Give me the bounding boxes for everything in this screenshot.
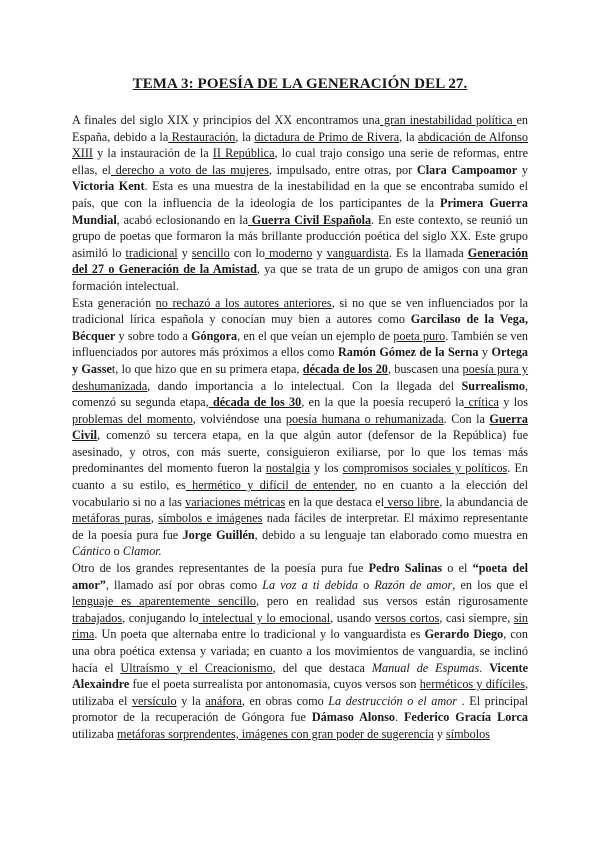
text-run: abdicación de Alfonso XIII <box>72 129 528 161</box>
text-run: y sobre todo a <box>115 328 192 343</box>
text-run: tradicional <box>125 245 178 260</box>
text-run: fue el poeta surrealista por antonomasia, cuyos versos son <box>129 677 420 692</box>
paragraph-3 <box>72 560 528 743</box>
text-run: nada fáciles de interpretar. El máximo representante de la poesía pura fue <box>72 511 529 542</box>
text-run: Ramón Gómez de la Serna <box>337 345 479 360</box>
text-run: o <box>110 544 123 559</box>
page-title: TEMA 3: POESÍA DE LA GENERACIÓN DEL 27. <box>132 76 468 92</box>
text-run: década de los 20 <box>302 361 388 376</box>
text-run: , comenzó su segunda etapa, <box>72 378 528 410</box>
text-run: , llamado así por obras como <box>105 577 263 592</box>
text-run: variaciones métricas <box>185 494 286 509</box>
paragraph-1 <box>72 112 528 295</box>
text-run: Ultraísmo y el Creacionismo <box>120 660 273 675</box>
text-run: . Es la llamada <box>388 245 468 260</box>
text-run: problemas del momento <box>72 411 193 426</box>
text-run: Clara Campoamor <box>416 162 518 177</box>
text-run: y <box>478 345 492 360</box>
text-run: , en la que la poesía recuperó la <box>301 395 465 410</box>
text-run: , en los que el <box>452 577 529 592</box>
text-run: y la <box>176 693 206 708</box>
text-run: en la que destaca el <box>285 494 385 509</box>
text-run: anáfora <box>205 693 242 708</box>
text-run: , en obras como <box>241 693 329 708</box>
text-run: metáforas sorprendentes, imágenes con gran poder de sugerencia <box>117 726 434 741</box>
text-run: versículo <box>131 693 177 708</box>
text-run: intelectual y lo emocional <box>198 610 331 625</box>
text-run: . <box>395 710 404 725</box>
text-run: moderno <box>265 245 313 260</box>
text-run: A finales del siglo XIX y principios del XX encontramos una <box>72 113 381 127</box>
text-run: , ya que se trata de un grupo de amigos con una gran formación intelectual. <box>72 262 528 293</box>
text-run: , comenzó su tercera etapa, en la que algún autor (defensor de la República) fue asesinado, y otros, con más suerte, consiguieron exiliarse, por lo que los temas más predominantes del momento fueron la <box>72 428 528 476</box>
text-run: o <box>357 577 375 592</box>
text-run: , casi siempre, <box>439 610 514 625</box>
text-run: Federico Gracía Lorca <box>403 710 528 725</box>
text-run: y <box>433 726 446 741</box>
text-run: versos cortos <box>374 610 440 625</box>
text-run: y <box>312 245 327 260</box>
text-run: , con una obra poética extensa y variada; en cuanto a los movimientos de vanguardia, se inclinó hacía el <box>72 627 528 675</box>
text-run: , buscasen una <box>387 361 463 376</box>
text-run: . <box>479 660 490 675</box>
text-run: , utilizaba el <box>72 677 528 708</box>
text-run: poesía humana o rehumanizada <box>285 411 444 426</box>
text-run: . También se ven influenciados por autores más próximos a ellos como <box>72 328 528 360</box>
text-run: , la abundancia de <box>439 494 528 509</box>
text-run: , si no que se ven influenciados por la tradicional lírica española y conocían muy bien a autores como <box>72 295 528 327</box>
text-run: poesía pura y deshumanizada <box>72 361 529 393</box>
text-run: “poeta del amor” <box>72 561 528 592</box>
text-run: Esta generación <box>72 295 156 310</box>
text-run: Guerra Civil <box>72 411 528 443</box>
paragraph-2 <box>72 295 528 561</box>
text-run: no rechazó a los autores anteriores <box>155 295 332 310</box>
text-run: lenguaje es aparentemente sencillo <box>72 594 256 609</box>
text-run: Guerra Civil Española <box>248 212 372 227</box>
text-run: o el <box>442 561 473 576</box>
text-run: y los <box>498 395 528 410</box>
text-run: II República <box>212 146 275 161</box>
text-run: . Un poeta que alternaba entre lo tradicional y lo vanguardista es <box>94 627 425 642</box>
text-run: Victoria Kent <box>72 179 145 194</box>
text-run: , la <box>399 129 419 144</box>
text-run: símbolos <box>445 726 490 741</box>
text-run: Manual de Espumas <box>371 660 480 675</box>
text-run: herméticos y difíciles <box>419 677 525 692</box>
text-run: , pero en realidad sus versos están rigurosamente <box>256 594 528 609</box>
text-run: sin rima <box>72 610 528 642</box>
text-run: , la <box>235 129 255 144</box>
text-run: y <box>177 245 192 260</box>
text-run: en España, debido a la <box>72 113 528 144</box>
text-run: poeta puro <box>393 328 446 343</box>
document-body <box>72 112 528 743</box>
text-run: dictadura de Primo de Rivera <box>254 129 400 144</box>
text-run: Jorge Guillén <box>182 527 255 542</box>
text-run: Restauración <box>168 129 236 144</box>
text-run: La voz a ti debida <box>262 577 358 592</box>
text-run: , en el que veían un ejemplo de <box>237 328 394 343</box>
text-run: , impulsado, entre otras, por <box>268 162 417 177</box>
text-run: Vicente Alexaindre <box>72 660 529 692</box>
text-run: Clamor. <box>122 544 162 559</box>
text-run: , lo cual trajo consigo una serie de reformas, entre ellas, el <box>72 146 528 177</box>
text-run: Gerardo Diego <box>424 627 504 642</box>
text-run: , volviéndose una <box>192 411 286 426</box>
text-run: trabajados <box>72 610 123 625</box>
text-run: símbolos e imágenes <box>158 511 263 526</box>
text-run: Dámaso Alonso <box>311 710 395 725</box>
text-run: , conjugando lo <box>122 610 199 625</box>
text-run: Pedro Salinas <box>368 561 443 576</box>
text-run: , dando importancia a lo intelectual. Con la llegada del <box>147 378 462 393</box>
text-run: verso libre <box>384 494 440 509</box>
text-run: sencillo <box>191 245 230 260</box>
text-run: Cántico <box>72 544 111 559</box>
text-run: vanguardista <box>326 245 389 260</box>
text-run: . En cuanto a su estilo, es <box>72 461 529 493</box>
text-run: . El principal promotor de la recuperación de Góngora fue <box>72 693 528 725</box>
text-run: metáforas puras <box>72 511 151 526</box>
text-run: y la instauración de la <box>92 146 213 161</box>
text-run: La destrucción o el amor <box>328 693 458 708</box>
text-run: hermético y difícil de entender <box>185 478 355 493</box>
text-run: Generación del 27 o Generación de la Amistad <box>72 245 529 277</box>
text-run: Surrealismo <box>461 378 525 393</box>
text-run: , acabó eclosionando en la <box>116 212 248 227</box>
text-run: utilizaba <box>72 726 118 741</box>
text-run: y los <box>309 461 343 476</box>
text-run: compromisos sociales y políticos <box>342 461 508 476</box>
text-run: gran inestabilidad política <box>380 113 517 127</box>
text-run: Garcilaso de la Vega, Bécquer <box>72 312 528 343</box>
text-run: con lo <box>229 245 265 260</box>
text-run: derecho a voto de las mujeres <box>110 162 269 177</box>
text-run: t, lo que hizo que en su primera etapa, <box>111 361 303 376</box>
text-run: década de los 30 <box>208 395 302 410</box>
text-run: Góngora <box>191 328 238 343</box>
text-run: Primera Guerra Mundial <box>72 195 528 227</box>
text-run: Otro de los grandes representantes de la poesía pura fue <box>72 561 369 576</box>
text-run: . Esta es una muestra de la inestabilidad en la que se encontraba sumido el país, que con la influencia de la ideología de los participantes de la <box>72 179 528 210</box>
text-run: , <box>150 511 159 526</box>
text-run: crítica <box>464 395 499 410</box>
text-run: . Con la <box>443 411 490 426</box>
text-run: nostalgia <box>265 461 310 476</box>
text-run: . En este contexto, se reunió un grupo de poetas que formaron la más brillante producción poética del siglo XX. Este grupo asimiló lo <box>72 212 528 260</box>
text-run: , usando <box>330 610 375 625</box>
text-run: Razón de amor <box>374 577 453 592</box>
text-run: y <box>517 162 529 177</box>
text-run: Ortega y Gasse <box>72 345 529 376</box>
text-run: , debido a su lenguaje tan elaborado como muestra en <box>254 527 528 542</box>
text-run: , del que destaca <box>272 660 372 675</box>
text-run: , no en cuanto a la elección del vocabulario si no a las <box>72 478 528 509</box>
